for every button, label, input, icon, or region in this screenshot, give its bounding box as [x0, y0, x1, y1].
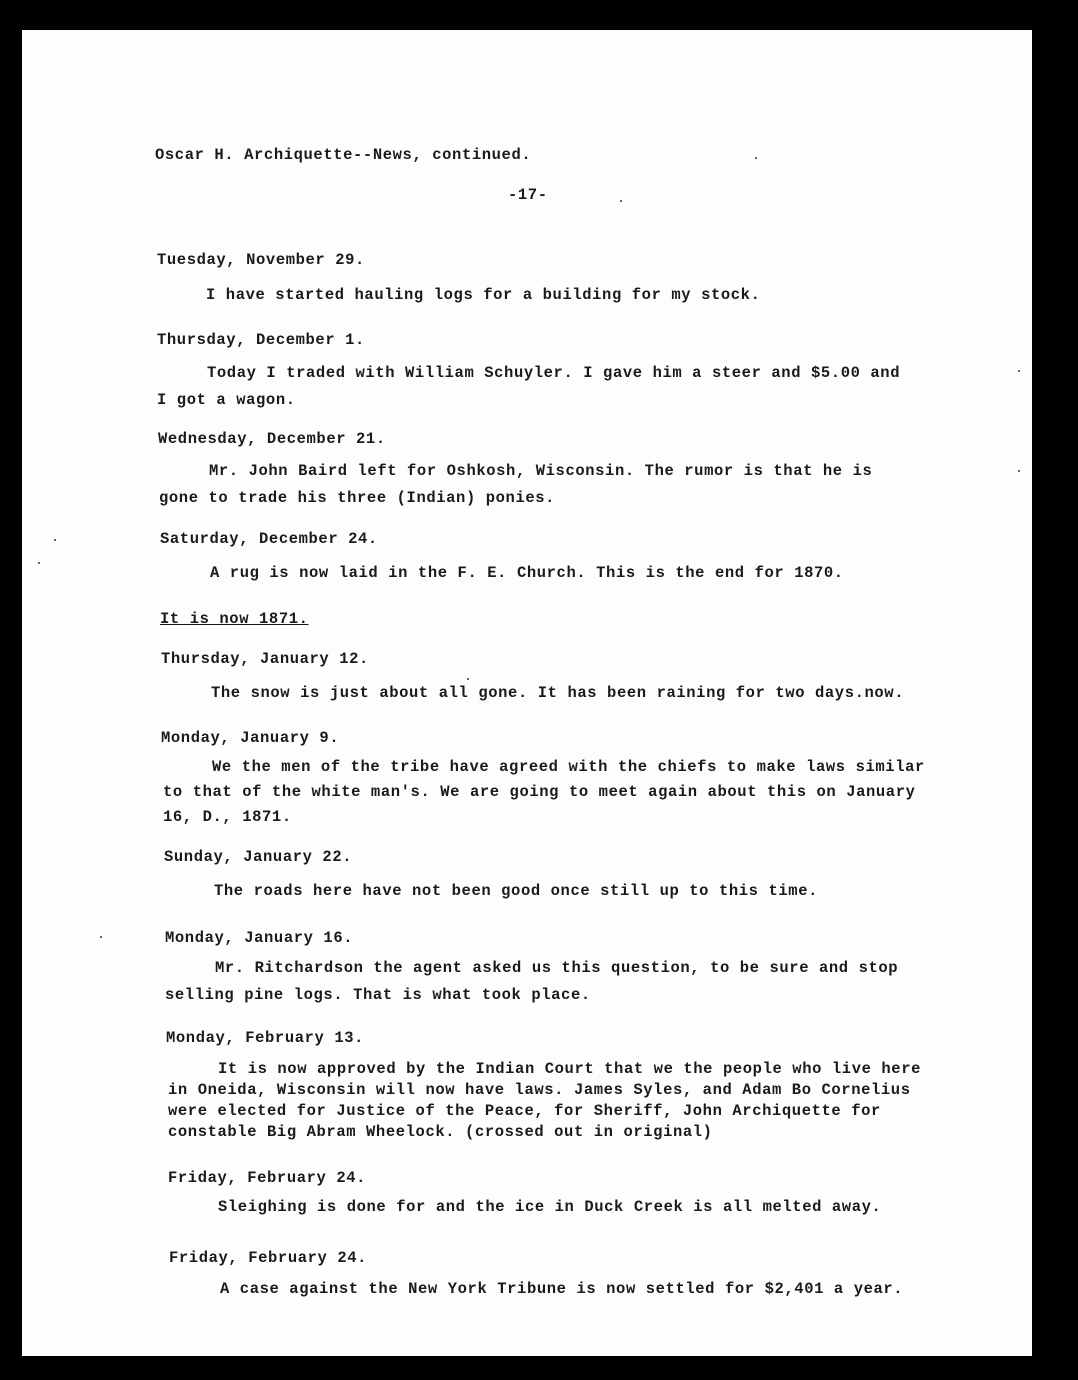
entry-date: Friday, February 24. [168, 1169, 367, 1187]
entry-text: The snow is just about all gone. It has been raining for two days.now. [211, 684, 905, 702]
entry-date: Monday, January 9. [161, 729, 340, 747]
year-heading: It is now 1871. [160, 610, 309, 628]
entry-date: Sunday, January 22. [164, 848, 353, 866]
entry-text: A case against the New York Tribune is now settled for $2,401 a year. [220, 1280, 904, 1298]
entry-text: I got a wagon. [157, 391, 296, 409]
scan-speck [620, 200, 622, 202]
scan-speck [1018, 370, 1020, 372]
document-header: Oscar H. Archiquette--News, continued. [155, 146, 532, 164]
entry-text: We the men of the tribe have agreed with the chiefs to make laws similar [212, 758, 925, 776]
page-number: -17- [508, 186, 548, 204]
scan-speck [467, 678, 469, 680]
document-page [22, 30, 1032, 1356]
entry-date: Monday, February 13. [166, 1029, 365, 1047]
entry-text: in Oneida, Wisconsin will now have laws. James Syles, and Adam Bo Cornelius [168, 1081, 911, 1099]
entry-text: constable Big Abram Wheelock. (crossed out in original) [168, 1123, 713, 1141]
entry-text: Mr. Ritchardson the agent asked us this question, to be sure and stop [215, 959, 899, 977]
scan-speck [1018, 470, 1020, 472]
entry-text: Sleighing is done for and the ice in Duck Creek is all melted away. [218, 1198, 882, 1216]
entry-date: Saturday, December 24. [160, 530, 378, 548]
scan-speck [54, 539, 56, 541]
scan-speck [38, 562, 40, 564]
entry-text: selling pine logs. That is what took place. [165, 986, 591, 1004]
entry-date: Friday, February 24. [169, 1249, 368, 1267]
entry-text: gone to trade his three (Indian) ponies. [159, 489, 556, 507]
scan-speck [755, 157, 757, 159]
entry-text: I have started hauling logs for a building for my stock. [206, 286, 761, 304]
entry-text: were elected for Justice of the Peace, for Sheriff, John Archiquette for [168, 1102, 881, 1120]
entry-date: Wednesday, December 21. [158, 430, 386, 448]
entry-text: The roads here have not been good once still up to this time. [214, 882, 818, 900]
entry-date: Thursday, January 12. [161, 650, 369, 668]
entry-text: It is now approved by the Indian Court that we the people who live here [218, 1060, 922, 1078]
entry-date: Thursday, December 1. [157, 331, 365, 349]
entry-text: 16, D., 1871. [163, 808, 292, 826]
entry-text: A rug is now laid in the F. E. Church. This is the end for 1870. [210, 564, 844, 582]
entry-date: Monday, January 16. [165, 929, 354, 947]
entry-text: Mr. John Baird left for Oshkosh, Wisconsin. The rumor is that he is [209, 462, 873, 480]
entry-date: Tuesday, November 29. [157, 251, 365, 269]
entry-text: to that of the white man's. We are going to meet again about this on January [163, 783, 916, 801]
scan-speck [100, 936, 102, 938]
entry-text: Today I traded with William Schuyler. I gave him a steer and $5.00 and [207, 364, 901, 382]
